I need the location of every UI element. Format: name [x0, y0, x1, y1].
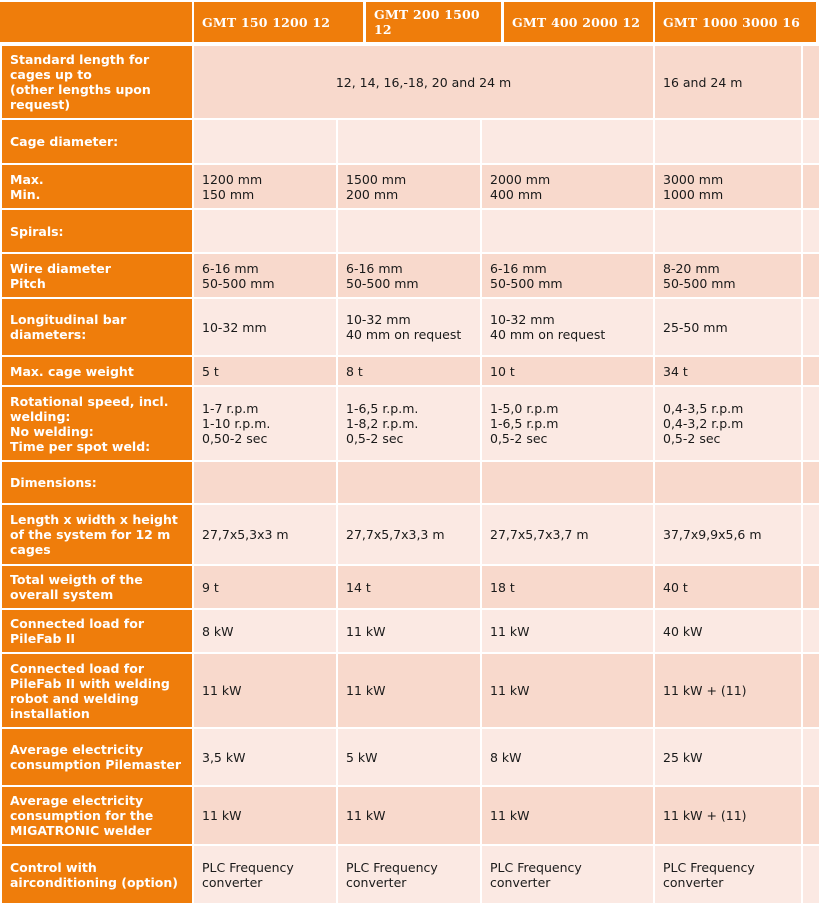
row-edge — [803, 210, 819, 252]
row-label: Dimensions: — [2, 462, 192, 503]
row-edge — [803, 46, 819, 118]
row-label: Total weigth of the overall system — [2, 566, 192, 608]
value-cell: 14 t — [338, 566, 480, 608]
column-header-1: GMT 150 1200 12 — [194, 2, 363, 42]
value-cell: 8 kW — [194, 610, 336, 652]
value-cell — [338, 210, 480, 252]
value-cell — [194, 210, 336, 252]
value-cell: 6-16 mm 50-500 mm — [338, 254, 480, 297]
row-label: Length x width x height of the system for 12 m cages — [2, 505, 192, 564]
row-label: Max. Min. — [2, 165, 192, 208]
value-cell — [194, 120, 336, 163]
row-edge — [803, 357, 819, 385]
value-cell — [194, 462, 336, 503]
row-edge — [803, 787, 819, 844]
row-edge — [803, 505, 819, 564]
value-cell — [482, 210, 653, 252]
value-cell: 8-20 mm 50-500 mm — [655, 254, 801, 297]
value-cell: 5 kW — [338, 729, 480, 785]
value-cell — [482, 120, 653, 163]
value-cell: 18 t — [482, 566, 653, 608]
value-cell — [338, 120, 480, 163]
merged-value-cell: 12, 14, 16,-18, 20 and 24 m — [194, 46, 653, 118]
value-cell: PLC Frequency converter — [482, 846, 653, 903]
value-cell: 3,5 kW — [194, 729, 336, 785]
row-edge — [803, 299, 819, 355]
value-cell: 11 kW — [482, 610, 653, 652]
value-cell: 1500 mm 200 mm — [338, 165, 480, 208]
row-edge — [803, 254, 819, 297]
value-cell: 40 kW — [655, 610, 801, 652]
column-header-4: GMT 1000 3000 16 — [655, 2, 816, 42]
row-label: Average electricity consumption for the MIGATRONIC welder — [2, 787, 192, 844]
value-cell: 27,7x5,7x3,7 m — [482, 505, 653, 564]
row-label: Max. cage weight — [2, 357, 192, 385]
value-cell: 6-16 mm 50-500 mm — [194, 254, 336, 297]
value-cell: PLC Frequency converter — [194, 846, 336, 903]
column-header-3: GMT 400 2000 12 — [504, 2, 653, 42]
row-label: Connected load for PileFab II — [2, 610, 192, 652]
row-label: Control with airconditioning (option) — [2, 846, 192, 903]
value-cell: 16 and 24 m — [655, 46, 801, 118]
value-cell — [482, 462, 653, 503]
value-cell: 10-32 mm 40 mm on request — [338, 299, 480, 355]
value-cell: 11 kW — [338, 787, 480, 844]
value-cell: 8 kW — [482, 729, 653, 785]
value-cell — [655, 210, 801, 252]
value-cell: 11 kW — [338, 610, 480, 652]
row-edge — [803, 566, 819, 608]
value-cell: 0,4-3,5 r.p.m 0,4-3,2 r.p.m 0,5-2 sec — [655, 387, 801, 460]
value-cell: 2000 mm 400 mm — [482, 165, 653, 208]
value-cell: PLC Frequency converter — [655, 846, 801, 903]
value-cell: 27,7x5,7x3,3 m — [338, 505, 480, 564]
value-cell: 9 t — [194, 566, 336, 608]
column-header-2: GMT 200 1500 12 — [366, 2, 501, 42]
value-cell: 1-7 r.p.m 1-10 r.p.m. 0,50-2 sec — [194, 387, 336, 460]
value-cell: 3000 mm 1000 mm — [655, 165, 801, 208]
value-cell: 10 t — [482, 357, 653, 385]
value-cell — [338, 462, 480, 503]
row-edge — [803, 462, 819, 503]
row-label: Cage diameter: — [2, 120, 192, 163]
row-edge — [803, 654, 819, 727]
row-edge — [803, 165, 819, 208]
value-cell: 11 kW — [194, 787, 336, 844]
value-cell: 11 kW — [338, 654, 480, 727]
value-cell: 11 kW — [482, 654, 653, 727]
row-edge — [803, 610, 819, 652]
row-label: Longitudinal bar diameters: — [2, 299, 192, 355]
row-edge — [803, 846, 819, 903]
value-cell: 8 t — [338, 357, 480, 385]
value-cell: 11 kW — [482, 787, 653, 844]
value-cell: 11 kW + (11) — [655, 654, 801, 727]
value-cell: 34 t — [655, 357, 801, 385]
value-cell: 27,7x5,3x3 m — [194, 505, 336, 564]
row-label: Wire diameter Pitch — [2, 254, 192, 297]
value-cell: 10-32 mm — [194, 299, 336, 355]
header-corner — [0, 2, 192, 42]
value-cell: 1200 mm 150 mm — [194, 165, 336, 208]
value-cell: 37,7x9,9x5,6 m — [655, 505, 801, 564]
value-cell — [655, 120, 801, 163]
value-cell: 40 t — [655, 566, 801, 608]
value-cell: 25-50 mm — [655, 299, 801, 355]
value-cell: PLC Frequency converter — [338, 846, 480, 903]
value-cell: 11 kW — [194, 654, 336, 727]
row-edge — [803, 120, 819, 163]
value-cell: 1-6,5 r.p.m. 1-8,2 r.p.m. 0,5-2 sec — [338, 387, 480, 460]
value-cell: 1-5,0 r.p.m 1-6,5 r.p.m 0,5-2 sec — [482, 387, 653, 460]
row-edge — [803, 729, 819, 785]
value-cell: 10-32 mm 40 mm on request — [482, 299, 653, 355]
row-edge — [803, 387, 819, 460]
value-cell: 11 kW + (11) — [655, 787, 801, 844]
row-label: Spirals: — [2, 210, 192, 252]
value-cell: 6-16 mm 50-500 mm — [482, 254, 653, 297]
row-label: Connected load for PileFab II with welding robot and welding installation — [2, 654, 192, 727]
row-label: Average electricity consumption Pilemaster — [2, 729, 192, 785]
value-cell — [655, 462, 801, 503]
value-cell: 25 kW — [655, 729, 801, 785]
row-label: Standard length for cages up to (other lengths upon request) — [2, 46, 192, 118]
value-cell: 5 t — [194, 357, 336, 385]
row-label: Rotational speed, incl. welding: No welding: Time per spot weld: — [2, 387, 192, 460]
